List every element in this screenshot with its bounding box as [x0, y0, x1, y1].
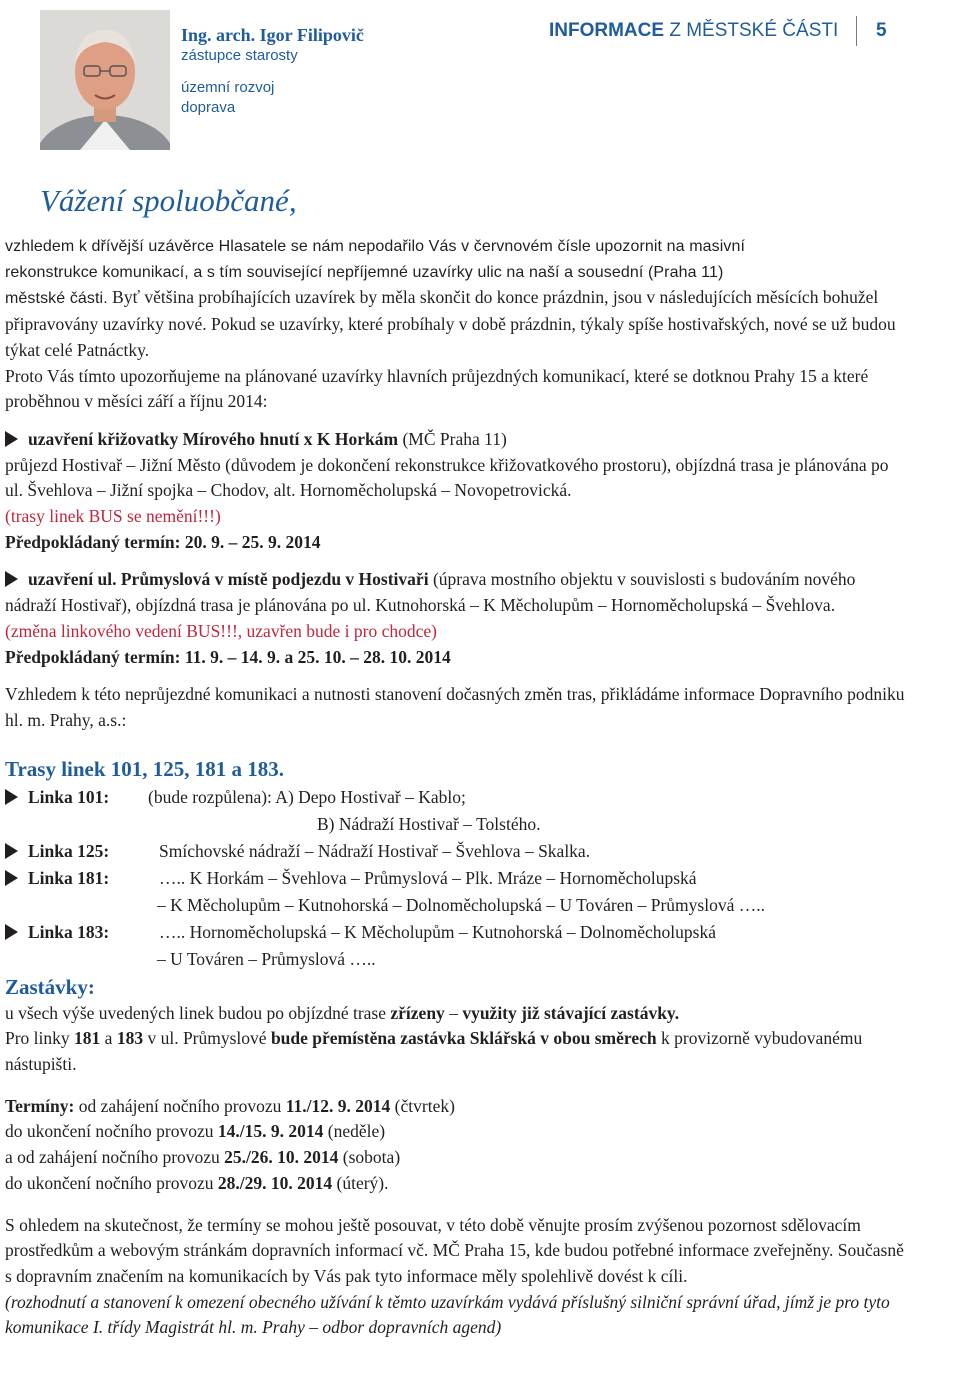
paragraph-closing: S ohledem na skutečnost, že termíny se mohou ještě posouvat, v této době věnujte prosím zvýšenou pozornost sdělovacím prostředkům a webovým stránkám dopravních informací vč. MČ Praha 15, kde budou potřebné informace zveřejněny. Současně s dopravním značením na komunikacích by Vás pak tyto informace měly spolehlivě dovést k cíli. [5, 1214, 904, 1286]
article-body [5, 234, 910, 1341]
stops-line-1: u všech výše uvedených linek budou po objízdné trase zřízeny – využity již stávající zastávky. [5, 1002, 680, 1023]
route-181-b: – K Měcholupům – Kutnohorská – Dolnoměcholupská – U Továren – Průmyslová ….. [157, 894, 765, 915]
closure-2-note: (změna linkového vedení BUS!!!, uzavřen bude i pro chodce) [5, 620, 437, 641]
terms-line-4: do ukončení nočního provozu 28./29. 10. 2014 (úterý). [5, 1172, 389, 1193]
routes-heading: Trasy linek 101, 125, 181 a 183. [5, 756, 285, 781]
closure-1-term: Předpokládaný termín: 20. 9. – 25. 9. 2014 [5, 531, 321, 552]
paragraph-upozornujeme: Proto Vás tímto upozorňujeme na plánované uzavírky hlavních průjezdných komunikací, které se dotknou Prahy 15 a které proběhnou v měsíci září a říjnu 2014: [5, 365, 869, 412]
triangle-bullet-icon [5, 924, 18, 940]
closure-2: uzavření ul. Průmyslová v místě podjezdu v Hostivaři (úprava mostního objektu v souvislosti s budováním nového nádraží Hostivař), objízdná trasa je plánována po ul. Kutnohorská – K Měcholupům – Hornoměcholupská – Švehlova. [5, 569, 856, 616]
intro-paragraph: městské části. Byť většina probíhajících uzavírek by měla skončit do konce prázdnin, jsou v následujících měsících bohužel připravovány uzavírky nové. Pokud se uzavírky, které probíhaly v době prázdnin, týkaly spíše hostivařských, nové se už budou týkat celé Patnáctky. [5, 287, 896, 360]
page-number: 5 [876, 20, 887, 41]
route-183-b: – U Továren – Průmyslová ….. [157, 948, 376, 969]
triangle-bullet-icon [5, 870, 18, 886]
terms-line-2: do ukončení nočního provozu 14./15. 9. 2014 (neděle) [5, 1121, 386, 1142]
author-area-2: doprava [181, 99, 236, 116]
stops-heading: Zastávky: [5, 974, 95, 999]
section-title: INFORMACE Z MĚSTSKÉ ČÁSTI [549, 20, 839, 41]
closure-1-note: (trasy linek BUS se nemění!!!) [5, 506, 221, 527]
author-name: Ing. arch. Igor Filipovič [181, 25, 364, 45]
route-181: Linka 181: ….. K Horkám – Švehlova – Průmyslová – Plk. Mráze – Hornoměcholupská [5, 865, 910, 892]
terms-line-1: Termíny: od zahájení nočního provozu 11./12. 9. 2014 (čtvrtek) [5, 1095, 455, 1116]
paragraph-note: (rozhodnutí a stanovení k omezení obecného užívání k těmto uzavírkám vydává příslušný silniční správní úřad, jímž je pro tyto komunikace I. třídy Magistrát hl. m. Prahy – odbor dopravních agend) [5, 1291, 890, 1338]
page-header [549, 18, 920, 44]
triangle-bullet-icon [5, 789, 18, 805]
author-photo [40, 10, 170, 150]
closure-1: uzavření křižovatky Mírového hnutí x K Horkám (MČ Praha 11) [5, 427, 910, 453]
portrait-image [40, 10, 170, 150]
triangle-bullet-icon [5, 431, 18, 447]
terms-line-3: a od zahájení nočního provozu 25./26. 10. 2014 (sobota) [5, 1147, 401, 1168]
closure-1-text: průjezd Hostivař – Jižní Město (důvodem je dokončení rekonstrukce křižovatkového prostoru), objízdná trasa je plánována po ul. Švehlova – Jižní spojka – Chodov, alt. Hornoměcholupská – Novopetrovická. [5, 454, 889, 501]
triangle-bullet-icon [5, 843, 18, 859]
route-183: Linka 183: ….. Hornoměcholupská – K Měcholupům – Kutnohorská – Dolnoměcholupská [5, 919, 910, 946]
author-block [181, 24, 364, 118]
route-101-b: B) Nádraží Hostivař – Tolstého. [317, 813, 541, 834]
intro-line-2: rekonstrukce komunikací, a s tím související nepříjemné uzavírky ulic na naší a sousední (Praha 11) [5, 263, 724, 281]
route-125: Linka 125: Smíchovské nádraží – Nádraží Hostivař – Švehlova – Skalka. [5, 838, 910, 865]
intro-line-1: vzhledem k dřívější uzávěrce Hlasatele se nám nepodařilo Vás v červnovém čísle upozornit na masivní [5, 238, 746, 255]
closure-2-term: Předpokládaný termín: 11. 9. – 14. 9. a 25. 10. – 28. 10. 2014 [5, 646, 451, 667]
route-101: Linka 101: (bude rozpůlena): A) Depo Hostivař – Kablo; [5, 784, 910, 811]
triangle-bullet-icon [5, 571, 18, 587]
stops-line-2: Pro linky 181 a 183 v ul. Průmyslové bude přemístěna zastávka Sklářská v obou směrech k provizorně vybudovanému nástupišti. [5, 1028, 863, 1075]
author-role: zástupce starosty [181, 47, 298, 64]
paragraph-dp-info: Vzhledem k této neprůjezdné komunikaci a nutnosti stanovení dočasných změn tras, přikládáme informace Dopravního podniku hl. m. Prahy, a.s.: [5, 684, 905, 730]
greeting: Vážení spoluobčané, [40, 183, 297, 218]
header-divider [856, 16, 857, 46]
author-area-1: územní rozvoj [181, 79, 275, 96]
